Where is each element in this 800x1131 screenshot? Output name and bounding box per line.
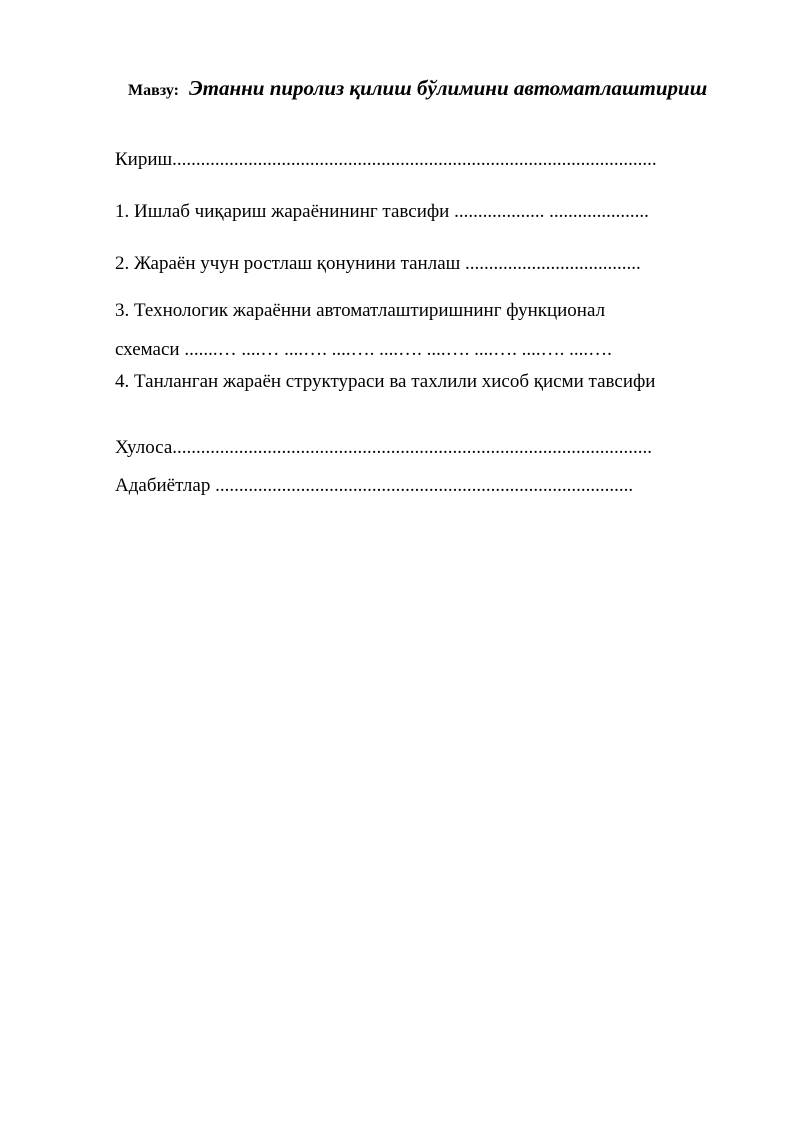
toc-item-4: 4. Танланган жараён структураси ва тахлили хисоб қисми тавсифи [115, 371, 656, 392]
toc-conclusion: Хулоса..................................................................................................... [115, 437, 653, 458]
toc-item-1: 1. Ишлаб чиқариш жараёнининг тавсифи ................... ..................... [115, 201, 649, 222]
toc-item-2: 2. Жараён учун ростлаш қонунини танлаш ..................................... [115, 253, 641, 274]
toc-intro: Кириш...................................................................................................... [115, 149, 657, 170]
title-text: Этанни пиролиз қилиш бўлимини автоматлаштириш [188, 76, 708, 100]
toc-references: Адабиётлар ........................................................................................ [115, 475, 634, 496]
toc-item-3-line-1: 3. Технологик жараённи автоматлаштиришнинг функционал [115, 300, 606, 321]
toc-item-3-line-2: схемаси .......… ....… ....…. ....…. ....…. ....…. ....…. ....…. ....…. [115, 339, 612, 360]
document-title [128, 76, 707, 101]
title-label: Мавзу: [128, 82, 179, 99]
